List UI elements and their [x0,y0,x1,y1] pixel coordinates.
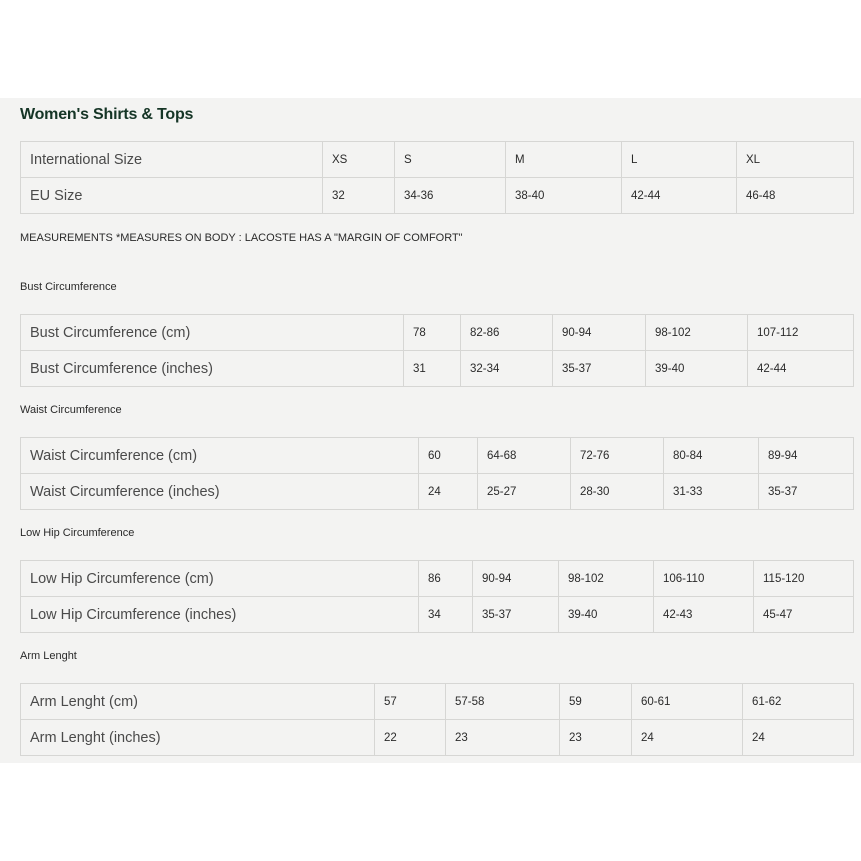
table-cell: 89-94 [759,438,854,474]
section-label-bust: Bust Circumference [20,281,117,293]
table-cell: 42-44 [622,178,737,214]
table-cell: 57-58 [446,684,560,720]
low-hip-table [20,560,854,633]
table-cell: 115-120 [754,561,854,597]
page-title: Women's Shirts & Tops [20,106,194,123]
table-row [21,720,854,756]
table-cell: 38-40 [506,178,622,214]
table-cell: XL [737,142,854,178]
table-row [21,561,854,597]
table-cell: 31-33 [664,474,759,510]
table-cell: 98-102 [646,315,748,351]
table-cell: 42-44 [748,351,854,387]
table-cell: 98-102 [559,561,654,597]
bust-table [20,314,854,387]
table-cell: 35-37 [553,351,646,387]
table-cell: L [622,142,737,178]
table-cell: 42-43 [654,597,754,633]
arm-length-table [20,683,854,756]
table-cell: 57 [375,684,446,720]
table-cell: 31 [404,351,461,387]
section-label-low-hip: Low Hip Circumference [20,527,135,539]
table-cell: 22 [375,720,446,756]
table-cell: 107-112 [748,315,854,351]
table-cell: 25-27 [478,474,571,510]
table-cell: M [506,142,622,178]
row-label: Arm Lenght (inches) [21,720,375,756]
measurement-note: MEASUREMENTS *MEASURES ON BODY : LACOSTE HAS A "MARGIN OF COMFORT" [20,232,463,244]
table-row [21,315,854,351]
table-row [21,438,854,474]
section-label-waist: Waist Circumference [20,404,122,416]
table-cell: 34 [419,597,473,633]
table-cell: 45-47 [754,597,854,633]
table-cell: 24 [743,720,854,756]
table-cell: 32-34 [461,351,553,387]
table-row [21,597,854,633]
table-cell: 86 [419,561,473,597]
row-label: EU Size [21,178,323,214]
table-row [21,351,854,387]
table-cell: 90-94 [553,315,646,351]
table-cell: 34-36 [395,178,506,214]
section-label-arm-length: Arm Lenght [20,650,77,662]
table-cell: 82-86 [461,315,553,351]
row-label: International Size [21,142,323,178]
table-cell: 46-48 [737,178,854,214]
table-cell: 39-40 [559,597,654,633]
table-cell: 64-68 [478,438,571,474]
table-cell: 24 [419,474,478,510]
size-conversion-table [20,141,854,214]
row-label: Waist Circumference (inches) [21,474,419,510]
table-cell: 24 [632,720,743,756]
table-cell: 72-76 [571,438,664,474]
table-cell: XS [323,142,395,178]
table-row [21,142,854,178]
table-cell: 78 [404,315,461,351]
table-cell: S [395,142,506,178]
row-label: Bust Circumference (inches) [21,351,404,387]
waist-table [20,437,854,510]
table-row [21,474,854,510]
table-cell: 60 [419,438,478,474]
row-label: Low Hip Circumference (cm) [21,561,419,597]
table-cell: 61-62 [743,684,854,720]
table-cell: 60-61 [632,684,743,720]
row-label: Low Hip Circumference (inches) [21,597,419,633]
table-cell: 59 [560,684,632,720]
table-cell: 35-37 [473,597,559,633]
table-cell: 28-30 [571,474,664,510]
row-label: Waist Circumference (cm) [21,438,419,474]
table-cell: 32 [323,178,395,214]
table-cell: 80-84 [664,438,759,474]
table-cell: 23 [560,720,632,756]
table-cell: 90-94 [473,561,559,597]
table-cell: 106-110 [654,561,754,597]
table-row [21,684,854,720]
table-row [21,178,854,214]
row-label: Bust Circumference (cm) [21,315,404,351]
table-cell: 39-40 [646,351,748,387]
row-label: Arm Lenght (cm) [21,684,375,720]
table-cell: 35-37 [759,474,854,510]
table-cell: 23 [446,720,560,756]
